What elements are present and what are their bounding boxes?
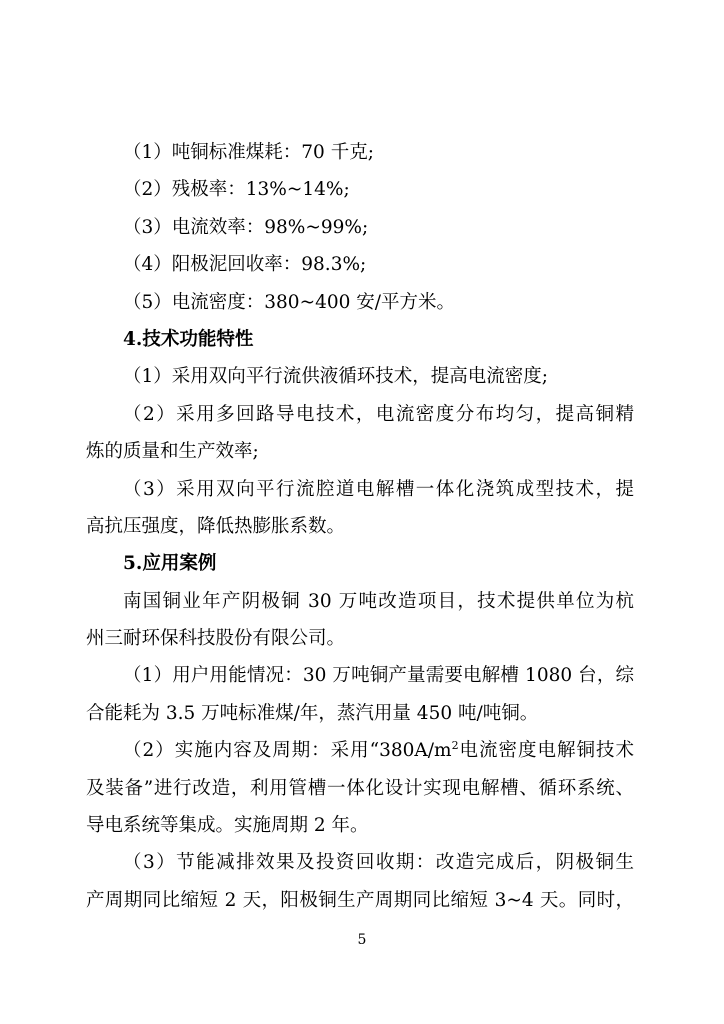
case-savings-line-1: （3）节能减排效果及投资回收期：改造完成后，阴极铜生 <box>123 852 634 874</box>
case-implementation-line-1 <box>86 732 634 769</box>
case-implementation-text-b: 电流密度电解铜技术 <box>458 740 634 762</box>
spec-coal-consumption: （1）吨铜标准煤耗：70 千克; <box>123 142 374 163</box>
spec-anode-slime-recovery: （4）阳极泥回收率：98.3%; <box>123 254 367 276</box>
case-implementation-text-a: （2）实施内容及周期：采用“380A/m <box>123 740 452 762</box>
case-implementation-line-3: 导电系统等集成。实施周期 2 年。 <box>86 815 369 837</box>
spec-residual-anode-rate: （2）残极率：13%~14%; <box>123 179 350 201</box>
spec-current-density: （5）电流密度：380~400 安/平方米。 <box>123 291 456 313</box>
spec-current-efficiency: （3）电流效率：98%~99%; <box>123 216 369 238</box>
feature-2-line-1: （2）采用多回路导电技术，电流密度分布均匀，提高铜精 <box>123 403 634 425</box>
case-energy-line-1: （1）用户用能情况：30 万吨铜产量需要电解槽 1080 台，综 <box>123 665 634 687</box>
case-savings-line-2: 产周期同比缩短 2 天，阳极铜生产周期同比缩短 3~4 天。同时， <box>86 889 634 911</box>
superscript-two: 2 <box>451 739 459 753</box>
case-intro-line-2: 州三耐环保科技股份有限公司。 <box>86 628 346 650</box>
feature-2-line-2: 炼的质量和生产效率; <box>86 441 259 463</box>
page-number: 5 <box>357 932 367 948</box>
document-body <box>86 134 634 919</box>
case-energy-line-2: 合能耗为 3.5 万吨标准煤/年，蒸汽用量 450 吨/吨铜。 <box>86 702 539 724</box>
feature-3-line-1: （3）采用双向平行流腔道电解槽一体化浇筑成型技术，提 <box>123 478 634 500</box>
section-heading-case: 5.应用案例 <box>123 553 217 575</box>
section-heading-features: 4.技术功能特性 <box>123 328 254 350</box>
case-implementation-line-2: 及装备”进行改造，利用管槽一体化设计实现电解槽、循环系统、 <box>86 777 634 799</box>
feature-3-line-2: 高抗压强度，降低热膨胀系数。 <box>86 515 346 537</box>
feature-1: （1）采用双向平行流供液循环技术，提高电流密度; <box>123 366 549 388</box>
case-intro-line-1: 南国铜业年产阴极铜 30 万吨改造项目，技术提供单位为杭 <box>123 590 634 612</box>
